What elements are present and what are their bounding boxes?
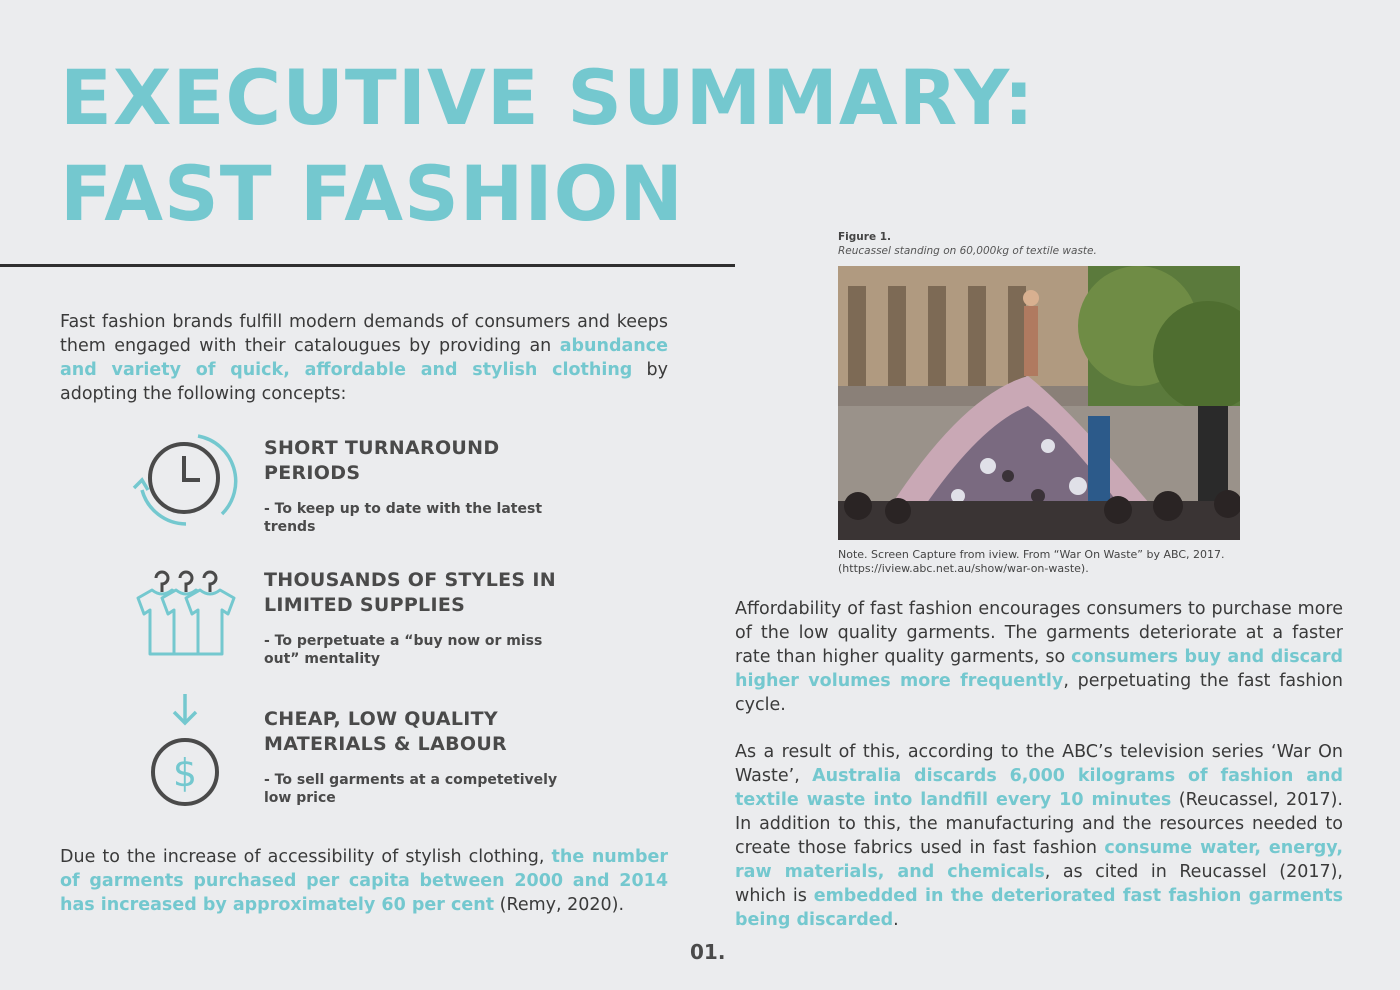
stat-text: Due to the increase of accessibility of stylish clothing, [60, 847, 552, 867]
intro-highlight: abundance and variety of quick, affordable and stylish clothing [60, 336, 668, 380]
intro-text: Fast fashion brands fulfill modern demands of consumers and keeps them engaged with their catalougues by providing an [60, 312, 668, 356]
concept-title: CHEAP, LOW QUALITY MATERIALS & LABOUR [264, 708, 507, 755]
concept-description: - To perpetuate a “buy now or miss out” mentality [264, 633, 543, 667]
figure-number: Figure 1. [838, 231, 892, 243]
intro-paragraph [60, 310, 668, 406]
intro-text-end: by adopting the following concepts: [60, 360, 669, 404]
waste-highlight-2: consume water, energy, raw materials, and chemicals [735, 838, 1343, 882]
title-line-1: EXECUTIVE SUMMARY: [60, 53, 1035, 142]
waste-text-1: As a result of this, according to the ABC’s television series ‘War On Waste’, [735, 742, 1343, 786]
title-line-2: FAST FASHION [60, 149, 684, 238]
figure-label [838, 230, 1097, 258]
waste-text-3: , as cited in Reucassel (2017), which is [735, 862, 1343, 906]
concept-cheap-materials [264, 707, 564, 807]
svg-text:$: $ [172, 751, 198, 795]
concept-description: - To keep up to date with the latest trends [264, 501, 543, 535]
waste-highlight-3: embedded in the deteriorated fast fashion garments being discarded [735, 886, 1343, 930]
stat-highlight: the number of garments purchased per capita between 2000 and 2014 has increased by approximately 60 per cent [60, 847, 669, 915]
concept-thousands-styles [264, 568, 574, 668]
textile-waste-photo [838, 266, 1240, 540]
affordability-text-end: , perpetuating the fast fashion cycle. [735, 671, 1343, 715]
page-number: 01. [690, 940, 726, 964]
concept-description: - To sell garments at a competetively low price [264, 772, 558, 806]
waste-highlight-1: Australia discards 6,000 kilograms of fashion and textile waste into landfill every 10 minutes [735, 766, 1344, 810]
page-title [60, 50, 1035, 242]
hanging-shirts-icon [118, 564, 254, 660]
concept-title: SHORT TURNAROUND PERIODS [264, 437, 500, 484]
figure-note: Note. Screen Capture from iview. From “War On Waste” by ABC, 2017. (https://iview.abc.net.au/show/war-on-waste). [838, 548, 1225, 575]
affordability-paragraph [735, 597, 1343, 717]
affordability-highlight: consumers buy and discard higher volumes more frequently [735, 647, 1343, 691]
affordability-text: Affordability of fast fashion encourages consumers to purchase more of the low quality garments. The garments deteriorate at a faster rate than higher quality garments, so [735, 599, 1343, 667]
waste-paragraph [735, 740, 1343, 932]
waste-text-2: (Reucassel, 2017). In addition to this, the manufacturing and the resources needed to create those fabrics used in fast fashion [735, 790, 1343, 858]
waste-text-4: . [893, 910, 899, 930]
purchase-stat-paragraph [60, 845, 668, 917]
dollar-down-icon [142, 690, 228, 810]
clock-cycle-icon [128, 430, 240, 530]
figure-caption: Reucassel standing on 60,000kg of textile waste. [838, 245, 1097, 257]
concept-short-turnaround [264, 436, 554, 536]
stat-citation: (Remy, 2020). [494, 895, 625, 915]
title-divider [0, 264, 735, 267]
concept-title: THOUSANDS OF STYLES IN LIMITED SUPPLIES [264, 569, 556, 616]
